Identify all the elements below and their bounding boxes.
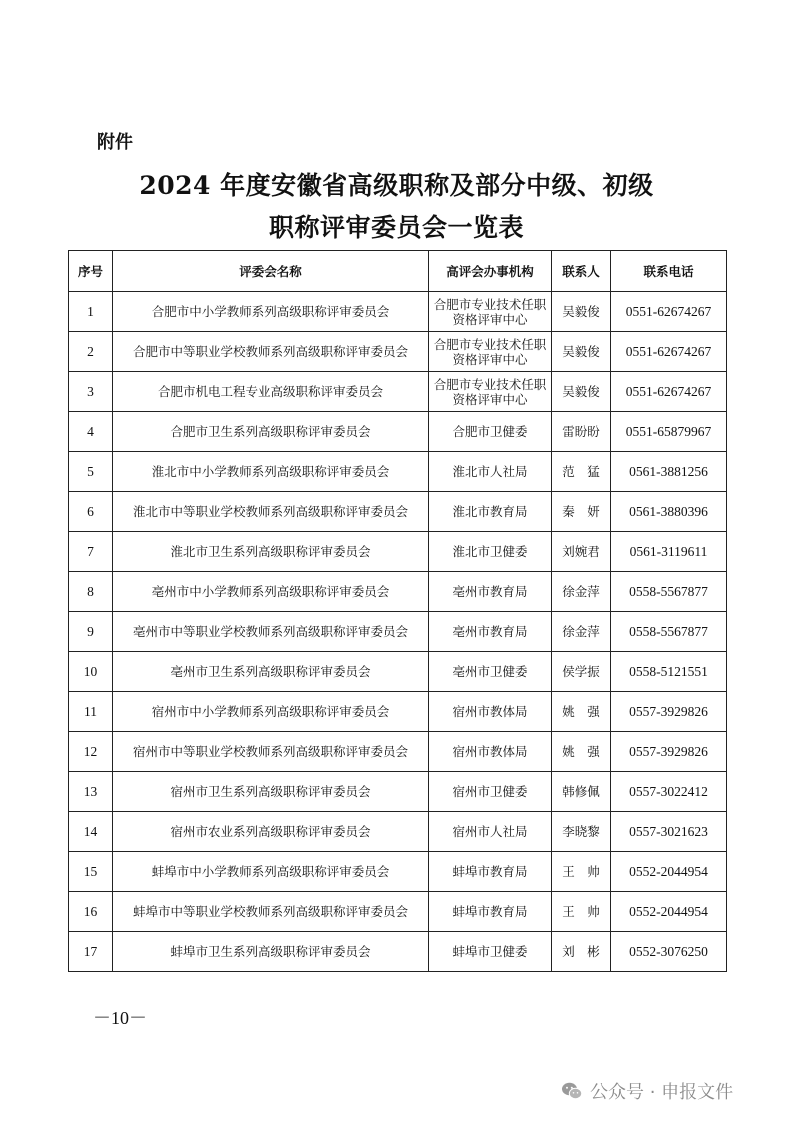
table-row <box>69 572 727 612</box>
phone-number: 0557-3929826 <box>611 692 727 732</box>
table-row <box>69 292 727 332</box>
office-name: 亳州市卫健委 <box>429 652 552 692</box>
page-number: －10－ <box>93 1008 147 1028</box>
contact-person: 范 猛 <box>552 452 611 492</box>
office-name: 宿州市人社局 <box>429 812 552 852</box>
contact-person: 王 帅 <box>552 852 611 892</box>
document-title-line1: 2024 年度安徽省高级职称及部分中级、初级 <box>139 171 654 200</box>
phone-number: 0561-3880396 <box>611 492 727 532</box>
office-name: 宿州市教体局 <box>429 732 552 772</box>
contact-person: 侯学振 <box>552 652 611 692</box>
office-name: 合肥市专业技术任职资格评审中心 <box>429 332 552 372</box>
phone-number: 0561-3119611 <box>611 532 727 572</box>
contact-person: 吴毅俊 <box>552 332 611 372</box>
row-index: 6 <box>69 492 113 532</box>
phone-number: 0551-62674267 <box>611 292 727 332</box>
attachment-label: 附件 <box>97 132 133 153</box>
contact-person: 秦 妍 <box>552 492 611 532</box>
contact-person: 王 帅 <box>552 892 611 932</box>
row-index: 15 <box>69 852 113 892</box>
table-body <box>69 292 727 972</box>
committee-name: 亳州市卫生系列高级职称评审委员会 <box>113 652 429 692</box>
row-index: 14 <box>69 812 113 852</box>
phone-number: 0561-3881256 <box>611 452 727 492</box>
phone-number: 0557-3022412 <box>611 772 727 812</box>
contact-person: 刘 彬 <box>552 932 611 972</box>
table-header-row <box>69 251 727 292</box>
table-row <box>69 772 727 812</box>
header-index: 序号 <box>69 251 113 292</box>
table-row <box>69 532 727 572</box>
contact-person: 李晓黎 <box>552 812 611 852</box>
office-name: 蚌埠市教育局 <box>429 892 552 932</box>
row-index: 1 <box>69 292 113 332</box>
table-row <box>69 412 727 452</box>
contact-person: 吴毅俊 <box>552 372 611 412</box>
watermark-text: 公众号 · 申报文件 <box>590 1082 734 1103</box>
wechat-icon <box>560 1079 584 1103</box>
watermark <box>560 1078 733 1104</box>
row-index: 7 <box>69 532 113 572</box>
phone-number: 0558-5121551 <box>611 652 727 692</box>
header-office: 高评会办事机构 <box>429 251 552 292</box>
phone-number: 0557-3021623 <box>611 812 727 852</box>
table-row <box>69 372 727 412</box>
phone-number: 0557-3929826 <box>611 732 727 772</box>
contact-person: 雷盼盼 <box>552 412 611 452</box>
contact-person: 姚 强 <box>552 692 611 732</box>
office-name: 淮北市教育局 <box>429 492 552 532</box>
table-row <box>69 852 727 892</box>
row-index: 8 <box>69 572 113 612</box>
contact-person: 徐金萍 <box>552 612 611 652</box>
table-row <box>69 452 727 492</box>
office-name: 蚌埠市教育局 <box>429 852 552 892</box>
phone-number: 0552-2044954 <box>611 852 727 892</box>
table-row <box>69 492 727 532</box>
committee-name: 合肥市中小学教师系列高级职称评审委员会 <box>113 292 429 332</box>
row-index: 9 <box>69 612 113 652</box>
table-row <box>69 652 727 692</box>
office-name: 亳州市教育局 <box>429 612 552 652</box>
phone-number: 0558-5567877 <box>611 612 727 652</box>
committee-name: 合肥市机电工程专业高级职称评审委员会 <box>113 372 429 412</box>
committee-name: 合肥市中等职业学校教师系列高级职称评审委员会 <box>113 332 429 372</box>
row-index: 3 <box>69 372 113 412</box>
phone-number: 0551-62674267 <box>611 372 727 412</box>
office-name: 合肥市卫健委 <box>429 412 552 452</box>
contact-person: 刘婉君 <box>552 532 611 572</box>
committee-name: 淮北市卫生系列高级职称评审委员会 <box>113 532 429 572</box>
document-title-line2: 职称评审委员会一览表 <box>268 213 524 242</box>
row-index: 13 <box>69 772 113 812</box>
contact-person: 吴毅俊 <box>552 292 611 332</box>
row-index: 4 <box>69 412 113 452</box>
table-row <box>69 612 727 652</box>
table-row <box>69 732 727 772</box>
office-name: 蚌埠市卫健委 <box>429 932 552 972</box>
phone-number: 0552-2044954 <box>611 892 727 932</box>
committee-name: 宿州市中小学教师系列高级职称评审委员会 <box>113 692 429 732</box>
office-name: 淮北市人社局 <box>429 452 552 492</box>
contact-person: 姚 强 <box>552 732 611 772</box>
committee-name: 合肥市卫生系列高级职称评审委员会 <box>113 412 429 452</box>
header-committee-name: 评委会名称 <box>113 251 429 292</box>
contact-person: 韩修佩 <box>552 772 611 812</box>
office-name: 淮北市卫健委 <box>429 532 552 572</box>
row-index: 12 <box>69 732 113 772</box>
row-index: 5 <box>69 452 113 492</box>
row-index: 10 <box>69 652 113 692</box>
office-name: 亳州市教育局 <box>429 572 552 612</box>
header-phone: 联系电话 <box>611 251 727 292</box>
committee-table <box>68 250 727 972</box>
table-row <box>69 692 727 732</box>
phone-number: 0551-65879967 <box>611 412 727 452</box>
committee-name: 淮北市中等职业学校教师系列高级职称评审委员会 <box>113 492 429 532</box>
table-row <box>69 332 727 372</box>
committee-name: 亳州市中小学教师系列高级职称评审委员会 <box>113 572 429 612</box>
committee-name: 宿州市中等职业学校教师系列高级职称评审委员会 <box>113 732 429 772</box>
committee-name: 蚌埠市中等职业学校教师系列高级职称评审委员会 <box>113 892 429 932</box>
committee-name: 淮北市中小学教师系列高级职称评审委员会 <box>113 452 429 492</box>
office-name: 宿州市卫健委 <box>429 772 552 812</box>
committee-name: 宿州市农业系列高级职称评审委员会 <box>113 812 429 852</box>
table-row <box>69 812 727 852</box>
row-index: 16 <box>69 892 113 932</box>
phone-number: 0552-3076250 <box>611 932 727 972</box>
row-index: 11 <box>69 692 113 732</box>
committee-name: 蚌埠市卫生系列高级职称评审委员会 <box>113 932 429 972</box>
table-row <box>69 932 727 972</box>
row-index: 17 <box>69 932 113 972</box>
office-name: 合肥市专业技术任职资格评审中心 <box>429 372 552 412</box>
phone-number: 0551-62674267 <box>611 332 727 372</box>
header-contact: 联系人 <box>552 251 611 292</box>
row-index: 2 <box>69 332 113 372</box>
phone-number: 0558-5567877 <box>611 572 727 612</box>
committee-name: 亳州市中等职业学校教师系列高级职称评审委员会 <box>113 612 429 652</box>
office-name: 宿州市教体局 <box>429 692 552 732</box>
committee-name: 宿州市卫生系列高级职称评审委员会 <box>113 772 429 812</box>
office-name: 合肥市专业技术任职资格评审中心 <box>429 292 552 332</box>
committee-name: 蚌埠市中小学教师系列高级职称评审委员会 <box>113 852 429 892</box>
contact-person: 徐金萍 <box>552 572 611 612</box>
table-row <box>69 892 727 932</box>
